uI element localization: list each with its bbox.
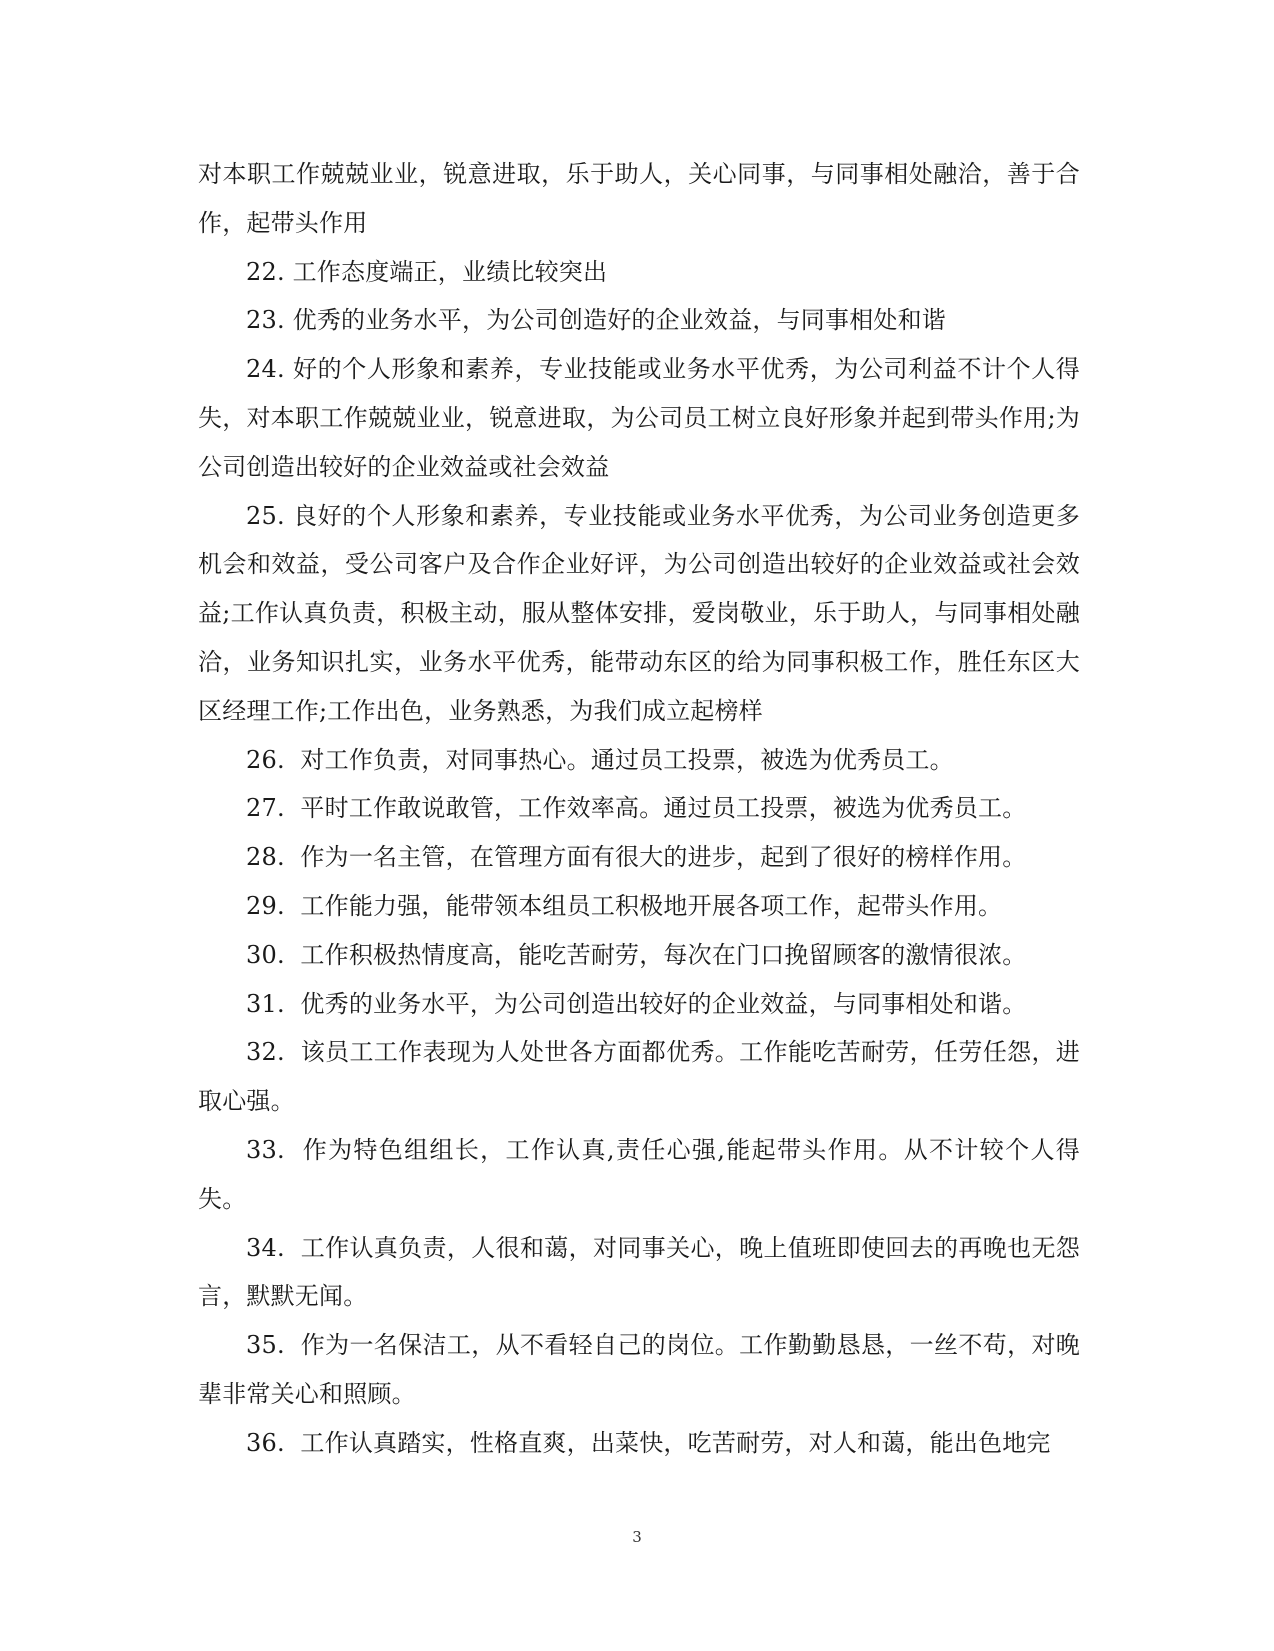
paragraph-item-22: 22. 工作态度端正，业绩比较突出 (246, 257, 608, 286)
paragraph-item-31: 31. 优秀的业务水平，为公司创造出较好的企业效益，与同事相处和谐。 (246, 989, 1027, 1018)
page-number: 3 (632, 1528, 642, 1546)
paragraph-item-34: 34. 工作认真负责，人很和蔼，对同事关心，晚上值班即使回去的再晚也无怨言，默默无闻。 (198, 1233, 1080, 1311)
document-body (198, 150, 1080, 1468)
paragraph-item-23: 23. 优秀的业务水平，为公司创造好的企业效益，与同事相处和谐 (246, 306, 946, 335)
paragraph-continuation: 对本职工作兢兢业业，锐意进取，乐于助人，关心同事，与同事相处融洽，善于合作，起带头作用 (198, 160, 1080, 237)
paragraph-item-29: 29. 工作能力强，能带领本组员工积极地开展各项工作，起带头作用。 (246, 891, 1003, 920)
paragraph-item-24: 24. 好的个人形象和素养，专业技能或业务水平优秀，为公司利益不计个人得失，对本职工作兢兢业业，锐意进取，为公司员工树立良好形象并起到带头作用;为公司创造出较好的企业效益或社会效益 (198, 355, 1080, 481)
paragraph-item-32: 32. 该员工工作表现为人处世各方面都优秀。工作能吃苦耐劳，任劳任怨，进取心强。 (198, 1038, 1080, 1116)
paragraph-item-36: 36. 工作认真踏实，性格直爽，出菜快，吃苦耐劳，对人和蔼，能出色地完 (246, 1428, 1051, 1457)
paragraph-item-26: 26. 对工作负责，对同事热心。通过员工投票，被选为优秀员工。 (246, 745, 954, 774)
paragraph-item-25: 25. 良好的个人形象和素养，专业技能或业务水平优秀，为公司业务创造更多机会和效益，受公司客户及合作企业好评，为公司创造出较好的企业效益或社会效益;工作认真负责，积极主动，服从整体安排，爱岗敬业，乐于助人，与同事相处融洽，业务知识扎实，业务水平优秀，能带动东区的给为同事积极工作，胜任东区大区经理工作;工作出色，业务熟悉，为我们成立起榜样 (198, 501, 1080, 725)
paragraph-item-30: 30. 工作积极热情度高，能吃苦耐劳，每次在门口挽留顾客的激情很浓。 (246, 940, 1027, 969)
paragraph-item-27: 27. 平时工作敢说敢管，工作效率高。通过员工投票，被选为优秀员工。 (246, 794, 1027, 823)
paragraph-item-33: 33. 作为特色组组长，工作认真,责任心强,能起带头作用。从不计较个人得失。 (198, 1135, 1080, 1213)
paragraph-item-35: 35. 作为一名保洁工，从不看轻自己的岗位。工作勤勤恳恳，一丝不苟，对晚辈非常关心和照顾。 (198, 1331, 1080, 1408)
paragraph-item-28: 28. 作为一名主管，在管理方面有很大的进步，起到了很好的榜样作用。 (246, 843, 1027, 872)
